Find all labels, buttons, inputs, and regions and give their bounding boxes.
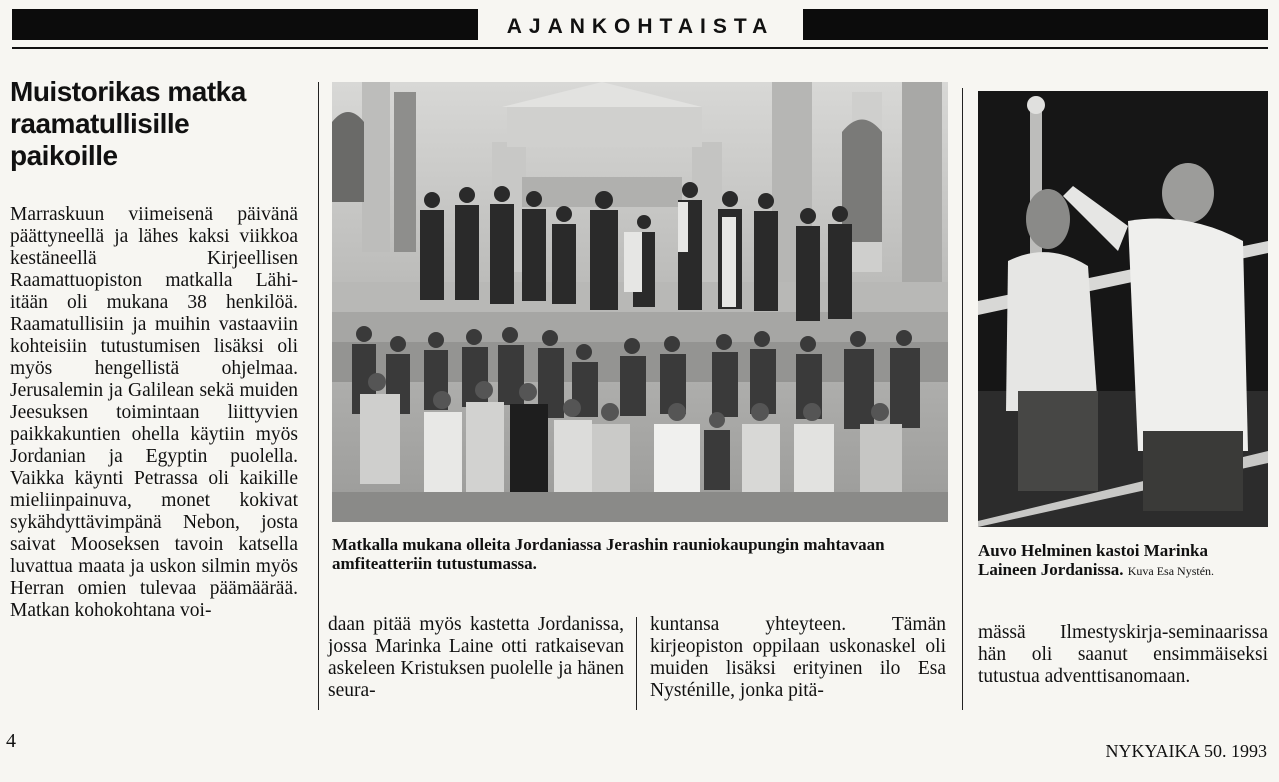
article-column-4: mässä Ilmestyskirja-seminaarissa hän oli saanut ensimmäiseksi tutustua adventtisanomaan. <box>978 622 1268 687</box>
baptism-caption-text: Auvo Helminen kastoi Marinka Laineen Jordanissa. <box>978 541 1208 579</box>
article-column-1: Marraskuun viimeisenä päivänä päättyneellä ja lähes kaksi viikkoa kestäneellä Kirjeellisen Raamattuopiston matkalla Lähi-itään oli mukana 38 henkilöä. Raamatullisiin ja muihin vastaaviin kohteisiin tutustumisen lisäksi oli myös hengellistä ohjelmaa. Jerusalemin ja Galilean sekä muiden Jeesuksen toimintaan liittyvien paikkakuntien ohella käytiin myös Jordanian ja Egyptin puolella. Vaikka käynti Petrassa oli kaikille mieliinpainuva, monet kokivat sykähdyttävimpänä Nebon, josta saivat Mooseksen tavoin katsella luvattua maata ja uskon silmin myös Herran omien tulevaa päämäärää. Matkan kohokohtana voi- <box>10 204 298 621</box>
baptism-photo <box>978 91 1268 527</box>
publication-info: NYKYAIKA 50. 1993 <box>1105 741 1267 761</box>
column-divider-3 <box>962 88 963 710</box>
column-divider-2 <box>636 617 637 710</box>
article-headline: Muistorikas matka raamatullisille paikoille <box>10 76 246 171</box>
group-photo-caption: Matkalla mukana olleita Jordaniassa Jerashin rauniokaupungin mahtavaan amfiteatteriin tutustumassa. <box>332 535 885 573</box>
baptism-photo-image <box>978 91 1268 527</box>
article-column-3: kuntansa yhteyteen. Tämän kirjeopiston oppilaan uskonaskel oli muiden lisäksi erityinen ilo Esa Nysténille, jonka pitä- <box>650 614 946 701</box>
baptism-caption <box>978 541 1270 581</box>
page-number: 4 <box>6 730 16 752</box>
group-photo <box>332 82 948 522</box>
banner-underline <box>12 47 1268 49</box>
column-divider-1 <box>318 82 319 710</box>
section-label: AJANKOHTAISTA <box>478 9 803 45</box>
article-column-2: daan pitää myös kastetta Jordanissa, jossa Marinka Laine otti ratkaisevan askeleen Kristuksen puolelle ja hänen seura- <box>328 614 624 701</box>
group-photo-image <box>332 82 948 522</box>
photo-credit: Kuva Esa Nystén. <box>1127 564 1215 578</box>
